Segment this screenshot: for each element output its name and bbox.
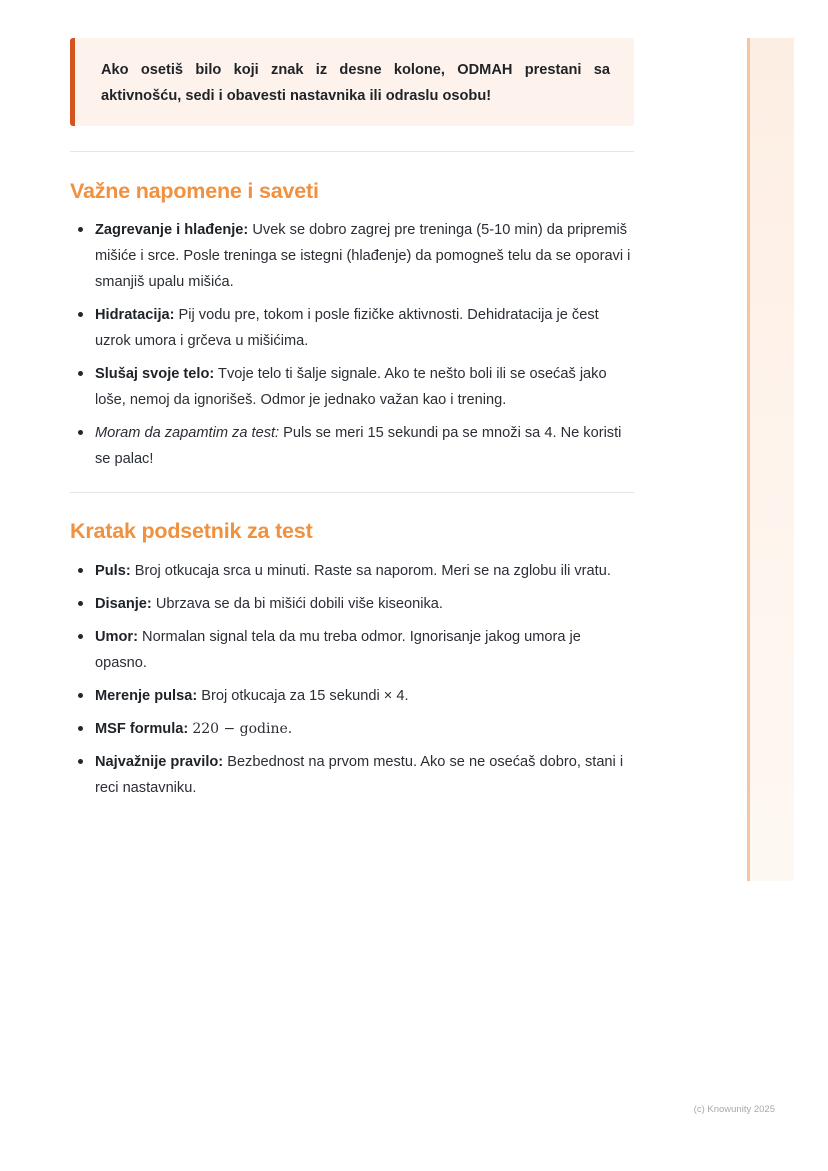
item-text: Bezbednost na prvom mestu. Ako se ne osećaš dobro, stani i reci nastavniku.	[95, 754, 624, 796]
list-item	[70, 624, 634, 676]
list-item	[70, 558, 634, 584]
item-text: Broj otkucaja za 15 sekundi × 4.	[197, 688, 409, 704]
warning-callout	[70, 38, 634, 126]
section-divider	[70, 492, 634, 493]
item-label: Moram da zapamtim za test:	[95, 425, 280, 441]
item-text: Broj otkucaja srca u minuti. Raste sa naporom. Meri se na zglobu ili vratu.	[130, 563, 611, 579]
item-text: Pij vodu pre, tokom i posle fizičke aktivnosti. Dehidratacija je čest uzrok umora i grčeva u mišićima.	[95, 307, 599, 349]
formula-text: 220 − godine.	[192, 721, 293, 737]
section-divider	[70, 151, 634, 152]
list-item	[70, 716, 634, 742]
item-text: Ubrzava se da bi mišići dobili više kiseonika.	[151, 596, 443, 612]
item-label: Hidratacija:	[95, 307, 175, 323]
side-column-panel	[747, 38, 794, 881]
tips-list	[70, 217, 634, 472]
list-item	[70, 749, 634, 801]
item-label: Merenje pulsa:	[95, 688, 198, 704]
item-text: Puls se meri 15 sekundi pa se množi sa 4. Ne koristi se palac!	[95, 425, 622, 467]
list-item	[70, 591, 634, 617]
list-item	[70, 683, 634, 709]
item-label: Slušaj svoje telo:	[95, 366, 215, 382]
review-list	[70, 558, 634, 801]
item-label: Puls:	[95, 563, 131, 579]
document-content	[70, 38, 634, 801]
list-item	[70, 302, 634, 354]
copyright-footer: (c) Knowunity 2025	[693, 1104, 775, 1115]
item-text: Uvek se dobro zagrej pre treninga (5-10 min) da pripremiš mišiće i srce. Posle treninga se istegni (hlađenje) da pomogneš telu da se oporavi i smanjiš upalu mišića.	[95, 222, 631, 290]
section-title-review: Kratak podsetnik za test	[70, 519, 313, 543]
list-item	[70, 361, 634, 413]
list-item	[70, 217, 634, 295]
item-label: Zagrevanje i hlađenje:	[95, 222, 249, 238]
item-text: Tvoje telo ti šalje signale. Ako te nešto boli ili se osećaš jako loše, nemoj da ignorišeš. Odmor je jednako važan kao i trening.	[95, 366, 607, 408]
item-label: MSF formula:	[95, 721, 189, 737]
warning-text: Ako osetiš bilo koji znak iz desne kolone, ODMAH prestani sa aktivnošću, sedi i obavesti nastavnika ili odraslu osobu!	[101, 62, 610, 104]
item-label: Najvažnije pravilo:	[95, 754, 224, 770]
item-label: Umor:	[95, 629, 138, 645]
item-text: Normalan signal tela da mu treba odmor. Ignorisanje jakog umora je opasno.	[95, 629, 581, 671]
list-item	[70, 420, 634, 472]
section-title-tips: Važne napomene i saveti	[70, 179, 319, 203]
item-label: Disanje:	[95, 596, 152, 612]
